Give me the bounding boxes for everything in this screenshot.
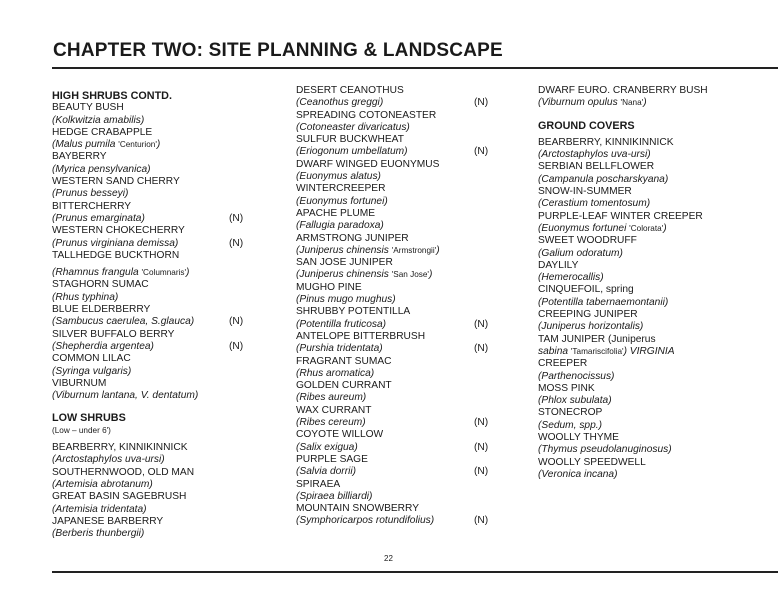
- line-text: (Kolkwitzia amabilis): [52, 114, 145, 126]
- plant-common-name: [538, 358, 738, 370]
- plant-common-name: [296, 331, 496, 343]
- plant-scientific-name: [538, 469, 738, 481]
- plant-common-name: [52, 442, 252, 454]
- line-text: DWARF EURO. CRANBERRY BUSH: [538, 85, 708, 96]
- plant-scientific-name: [538, 371, 738, 383]
- line-text: (Prunus besseyi): [52, 188, 129, 200]
- plant-scientific-name: [538, 149, 738, 161]
- line-text: MOSS PINK: [538, 382, 595, 394]
- plant-common-name: [538, 334, 738, 346]
- plant-common-name: [296, 183, 496, 195]
- line-text: (Arctostaphylos uva-ursi): [538, 149, 651, 161]
- line-text: VIBURNUM: [52, 377, 107, 389]
- section-note: [52, 425, 252, 437]
- spacer: [538, 110, 738, 120]
- line-text: BAYBERRY: [52, 151, 107, 163]
- line-text: SPREADING COTONEASTER: [296, 109, 437, 121]
- plant-scientific-name: [52, 115, 252, 127]
- line-text: (Cotoneaster divaricatus): [296, 121, 410, 133]
- section-heading: [538, 120, 738, 132]
- line-text: SERBIAN BELLFLOWER: [538, 161, 655, 173]
- line-text: JAPANESE BARBERRY: [52, 515, 164, 527]
- plant-scientific-name: [538, 174, 738, 186]
- plant-common-name: [296, 85, 496, 97]
- line-tail: ): [643, 97, 647, 109]
- plant-common-name: [296, 479, 496, 491]
- line-text: (Syringa vulgaris): [52, 365, 132, 377]
- plant-common-name: [52, 250, 252, 262]
- column-1: [52, 90, 252, 540]
- plant-common-name: [538, 186, 738, 198]
- line-text: (Symphoricarpos rotundifolius): [296, 515, 435, 527]
- line-text: (Prunus emarginata): [52, 212, 145, 224]
- plant-common-name: [52, 516, 252, 528]
- plant-scientific-name: [296, 171, 496, 183]
- plant-scientific-name: [296, 245, 496, 257]
- plant-common-name: [538, 235, 738, 247]
- line-text: (Euonymus fortunei): [296, 195, 388, 207]
- plant-scientific-name: [52, 390, 252, 402]
- plant-scientific-name: [52, 139, 252, 151]
- line-text: WESTERN CHOKECHERRY: [52, 225, 185, 237]
- plant-scientific-name: [538, 346, 738, 358]
- line-text: (Pinus mugo mughus): [296, 294, 396, 306]
- line-text: (Viburnum lantana, V. dentatum): [52, 390, 199, 402]
- line-text: ANTELOPE BITTERBRUSH: [296, 330, 426, 342]
- plant-scientific-name: [52, 213, 252, 225]
- line-text: (Hemerocallis): [538, 272, 604, 284]
- line-text: BEAUTY BUSH: [52, 102, 124, 114]
- line-text: SHRUBBY POTENTILLA: [296, 306, 411, 318]
- line-text: LOW SHRUBS: [52, 412, 126, 425]
- plant-scientific-name: [538, 297, 738, 309]
- plant-scientific-name: [538, 198, 738, 210]
- native-marker: (N): [474, 441, 489, 453]
- line-text: WINTERCREEPER: [296, 183, 386, 195]
- plant-scientific-name: [296, 417, 496, 429]
- line-text: SAN JOSE JUNIPER: [296, 257, 393, 269]
- line-text: (Euonymus fortunei: [538, 222, 630, 234]
- native-marker: (N): [474, 417, 489, 429]
- plant-common-name: [52, 378, 252, 390]
- plant-scientific-name: [52, 454, 252, 466]
- line-text: (Galium odoratum): [538, 247, 623, 259]
- line-text: ARMSTRONG JUNIPER: [296, 232, 409, 244]
- line-text: BLUE ELDERBERRY: [52, 304, 151, 316]
- native-marker: (N): [474, 318, 489, 330]
- plant-scientific-name: [296, 294, 496, 306]
- plant-common-name: [296, 380, 496, 392]
- line-text: SNOW-IN-SUMMER: [538, 186, 632, 198]
- line-text: FRAGRANT SUMAC: [296, 355, 392, 367]
- spacer: [52, 402, 252, 412]
- plant-common-name: [52, 225, 252, 237]
- plant-common-name: [52, 151, 252, 163]
- line-text: (Shepherdia argentea): [52, 340, 154, 352]
- plant-common-name: [538, 383, 738, 395]
- line-text: TALLHEDGE BUCKTHORN: [52, 249, 180, 261]
- plant-common-name: [296, 306, 496, 318]
- cultivar-name: 'Centurion': [118, 140, 157, 150]
- plant-common-name: [538, 161, 738, 173]
- line-text: (Juniperus horizontalis): [538, 321, 644, 333]
- bottom-divider: [52, 571, 778, 573]
- plant-common-name: [296, 405, 496, 417]
- line-tail: ): [156, 139, 161, 151]
- native-marker: (N): [474, 97, 489, 109]
- line-text: DESERT CEANOTHUS: [296, 85, 404, 96]
- plant-common-name: [52, 201, 252, 213]
- cultivar-name: 'Nana': [620, 98, 644, 108]
- line-text: (Phlox subulata): [538, 395, 612, 407]
- line-text: (Ribes aureum): [296, 392, 367, 404]
- line-text: SWEET WOODRUFF: [538, 235, 637, 247]
- line-text: (Parthenocissus): [538, 370, 615, 382]
- line-text: (Myrica pensylvanica): [52, 163, 151, 175]
- plant-scientific-name: [52, 341, 252, 353]
- plant-common-name: [52, 127, 252, 139]
- line-text: STAGHORN SUMAC: [52, 279, 149, 291]
- line-tail: ): [663, 222, 667, 234]
- plant-scientific-name: [296, 343, 496, 355]
- plant-common-name: [52, 304, 252, 316]
- line-text: (Thymus pseudolanuginosus): [538, 444, 672, 456]
- line-text: (Sedum, spp.): [538, 419, 602, 431]
- line-text: (Veronica incana): [538, 468, 618, 480]
- line-text: APACHE PLUME: [296, 207, 376, 219]
- line-text: (Berberis thunbergii): [52, 528, 145, 540]
- line-text: (Sambucus caerulea, S.glauca): [52, 316, 195, 328]
- line-text: (Salvia dorrii): [296, 466, 357, 478]
- line-text: MOUNTAIN SNOWBERRY: [296, 503, 420, 515]
- plant-common-name: [538, 85, 738, 97]
- line-text: (Potentilla fruticosa): [296, 318, 387, 330]
- plant-scientific-name: [538, 420, 738, 432]
- line-text: DAYLILY: [538, 259, 579, 271]
- plant-common-name: [296, 429, 496, 441]
- plant-scientific-name: [538, 223, 738, 235]
- line-text: SILVER BUFFALO BERRY: [52, 328, 175, 340]
- plant-scientific-name: [296, 146, 496, 158]
- plant-scientific-name: [52, 238, 252, 250]
- line-text: CINQUEFOIL, spring: [538, 284, 634, 296]
- page-number: 22: [384, 554, 393, 563]
- line-text: (Campanula poscharskyana): [538, 173, 669, 185]
- plant-scientific-name: [296, 122, 496, 134]
- plant-common-name: [538, 407, 738, 419]
- plant-common-name: [296, 503, 496, 515]
- line-text: STONECROP: [538, 407, 603, 419]
- plant-common-name: [52, 467, 252, 479]
- native-marker: (N): [229, 212, 244, 224]
- cultivar-name: 'Armstrongii': [391, 245, 437, 255]
- plant-common-name: [538, 137, 738, 149]
- line-text: (Rhamnus frangula: [52, 267, 142, 279]
- plant-scientific-name: [296, 368, 496, 380]
- line-text: (Eriogonum umbellatum): [296, 146, 408, 158]
- plant-common-name: [296, 282, 496, 294]
- plant-scientific-name: [52, 528, 252, 540]
- line-text: (Euonymus alatus): [296, 171, 381, 183]
- plant-scientific-name: [538, 444, 738, 456]
- plant-scientific-name: [296, 97, 496, 109]
- line-text: (Cerastium tomentosum): [538, 198, 651, 210]
- plant-common-name: [538, 432, 738, 444]
- line-text: WESTERN SAND CHERRY: [52, 176, 180, 188]
- plant-scientific-name: [296, 466, 496, 478]
- line-text: (Low – under 6'): [52, 425, 111, 435]
- line-text: SULFUR BUCKWHEAT: [296, 134, 404, 146]
- plant-scientific-name: [538, 395, 738, 407]
- line-tail: ) VIRGINIA: [623, 345, 675, 357]
- line-text: (Malus pumila: [52, 139, 119, 151]
- line-text: (Artemisia abrotanum): [52, 478, 153, 490]
- plant-scientific-name: [52, 504, 252, 516]
- plant-common-name: [52, 279, 252, 291]
- line-text: GROUND COVERS: [538, 119, 635, 132]
- line-text: BEARBERRY, KINNIKINNICK: [538, 136, 674, 148]
- line-text: WOOLLY SPEEDWELL: [538, 456, 646, 468]
- plant-scientific-name: [52, 292, 252, 304]
- line-text: GOLDEN CURRANT: [296, 380, 392, 392]
- plant-scientific-name: [296, 491, 496, 503]
- line-tail: ): [186, 267, 190, 279]
- plant-common-name: [296, 208, 496, 220]
- plant-common-name: [538, 457, 738, 469]
- plant-scientific-name: [538, 97, 738, 109]
- line-text: WAX CURRANT: [296, 404, 372, 416]
- plant-scientific-name: [52, 366, 252, 378]
- plant-scientific-name: [538, 248, 738, 260]
- chapter-title: CHAPTER TWO: SITE PLANNING & LANDSCAPE: [53, 40, 503, 61]
- line-text: CREEPING JUNIPER: [538, 309, 638, 321]
- plant-scientific-name: [52, 479, 252, 491]
- native-marker: (N): [474, 343, 489, 355]
- line-text: (Viburnum opulus: [538, 97, 621, 109]
- native-marker: (N): [229, 340, 244, 352]
- line-text: COYOTE WILLOW: [296, 429, 384, 441]
- cultivar-name: 'Colorata': [629, 223, 664, 233]
- line-text: (Purshia tridentata): [296, 343, 383, 355]
- top-divider: [52, 67, 778, 69]
- line-text: (Juniperus chinensis: [296, 269, 392, 281]
- plant-scientific-name: [296, 392, 496, 404]
- line-text: (Potentilla tabernaemontanii): [538, 296, 669, 308]
- plant-scientific-name: [52, 316, 252, 328]
- plant-common-name: [296, 454, 496, 466]
- plant-scientific-name: [52, 164, 252, 176]
- plant-common-name: [52, 176, 252, 188]
- section-heading: [52, 90, 252, 102]
- line-text: (Arctostaphylos uva-ursi): [52, 454, 165, 466]
- plant-common-name: [538, 211, 738, 223]
- plant-common-name: [296, 356, 496, 368]
- plant-common-name: [296, 110, 496, 122]
- line-text: (Prunus virginiana demissa): [52, 237, 179, 249]
- line-text: (Ribes cereum): [296, 417, 366, 429]
- line-text: sabina: [538, 345, 571, 357]
- section-heading: [52, 412, 252, 424]
- plant-common-name: [296, 257, 496, 269]
- plant-scientific-name: [296, 220, 496, 232]
- line-text: (Rhus typhina): [52, 291, 119, 303]
- cultivar-name: 'Columnaris': [141, 268, 187, 278]
- line-tail: ): [428, 269, 433, 281]
- line-text: (Ceanothus greggi): [296, 97, 384, 109]
- plant-scientific-name: [52, 188, 252, 200]
- line-text: GREAT BASIN SAGEBRUSH: [52, 491, 187, 503]
- line-text: SOUTHERNWOOD, OLD MAN: [52, 466, 195, 478]
- line-text: HEDGE CRABAPPLE: [52, 126, 153, 138]
- line-text: BEARBERRY, KINNIKINNICK: [52, 442, 188, 454]
- cultivar-name: 'San Jose': [391, 270, 429, 280]
- line-text: TAM JUNIPER (Juniperus: [538, 333, 656, 345]
- plant-common-name: [538, 309, 738, 321]
- line-text: PURPLE-LEAF WINTER CREEPER: [538, 210, 703, 222]
- plant-common-name: [296, 233, 496, 245]
- line-text: DWARF WINGED EUONYMUS: [296, 158, 440, 170]
- line-text: (Salix exigua): [296, 441, 358, 453]
- plant-common-name: [52, 102, 252, 114]
- cultivar-name: 'Tamariscifolia': [570, 346, 624, 356]
- line-text: HIGH SHRUBS CONTD.: [52, 90, 172, 102]
- plant-scientific-name: [296, 319, 496, 331]
- plant-common-name: [52, 491, 252, 503]
- plant-common-name: [52, 329, 252, 341]
- plant-scientific-name: [296, 442, 496, 454]
- plant-common-name: [538, 284, 738, 296]
- native-marker: (N): [229, 316, 244, 328]
- line-text: (Rhus aromatica): [296, 367, 375, 379]
- plant-common-name: [296, 159, 496, 171]
- line-text: SPIRAEA: [296, 478, 341, 490]
- plant-scientific-name: [296, 269, 496, 281]
- plant-scientific-name: [538, 321, 738, 333]
- plant-common-name: [538, 260, 738, 272]
- line-text: MUGHO PINE: [296, 281, 362, 293]
- line-tail: ): [436, 244, 440, 256]
- plant-scientific-name: [538, 272, 738, 284]
- column-2: [296, 85, 496, 528]
- column-3: [538, 85, 738, 481]
- line-text: (Fallugia paradoxa): [296, 220, 384, 232]
- plant-scientific-name: [296, 515, 496, 527]
- native-marker: (N): [474, 466, 489, 478]
- line-text: (Spiraea billiardi): [296, 490, 373, 502]
- line-text: WOOLLY THYME: [538, 432, 619, 444]
- line-text: (Artemisia tridentata): [52, 503, 147, 515]
- line-text: CREEPER: [538, 358, 588, 370]
- native-marker: (N): [474, 515, 489, 527]
- line-text: PURPLE SAGE: [296, 453, 368, 465]
- native-marker: (N): [474, 146, 489, 158]
- line-text: BITTERCHERRY: [52, 200, 132, 212]
- plant-scientific-name: [296, 196, 496, 208]
- plant-common-name: [296, 134, 496, 146]
- native-marker: (N): [229, 237, 244, 249]
- line-text: COMMON LILAC: [52, 353, 131, 365]
- line-text: (Juniperus chinensis: [296, 244, 392, 256]
- plant-common-name: [52, 353, 252, 365]
- plant-scientific-name: [52, 267, 252, 279]
